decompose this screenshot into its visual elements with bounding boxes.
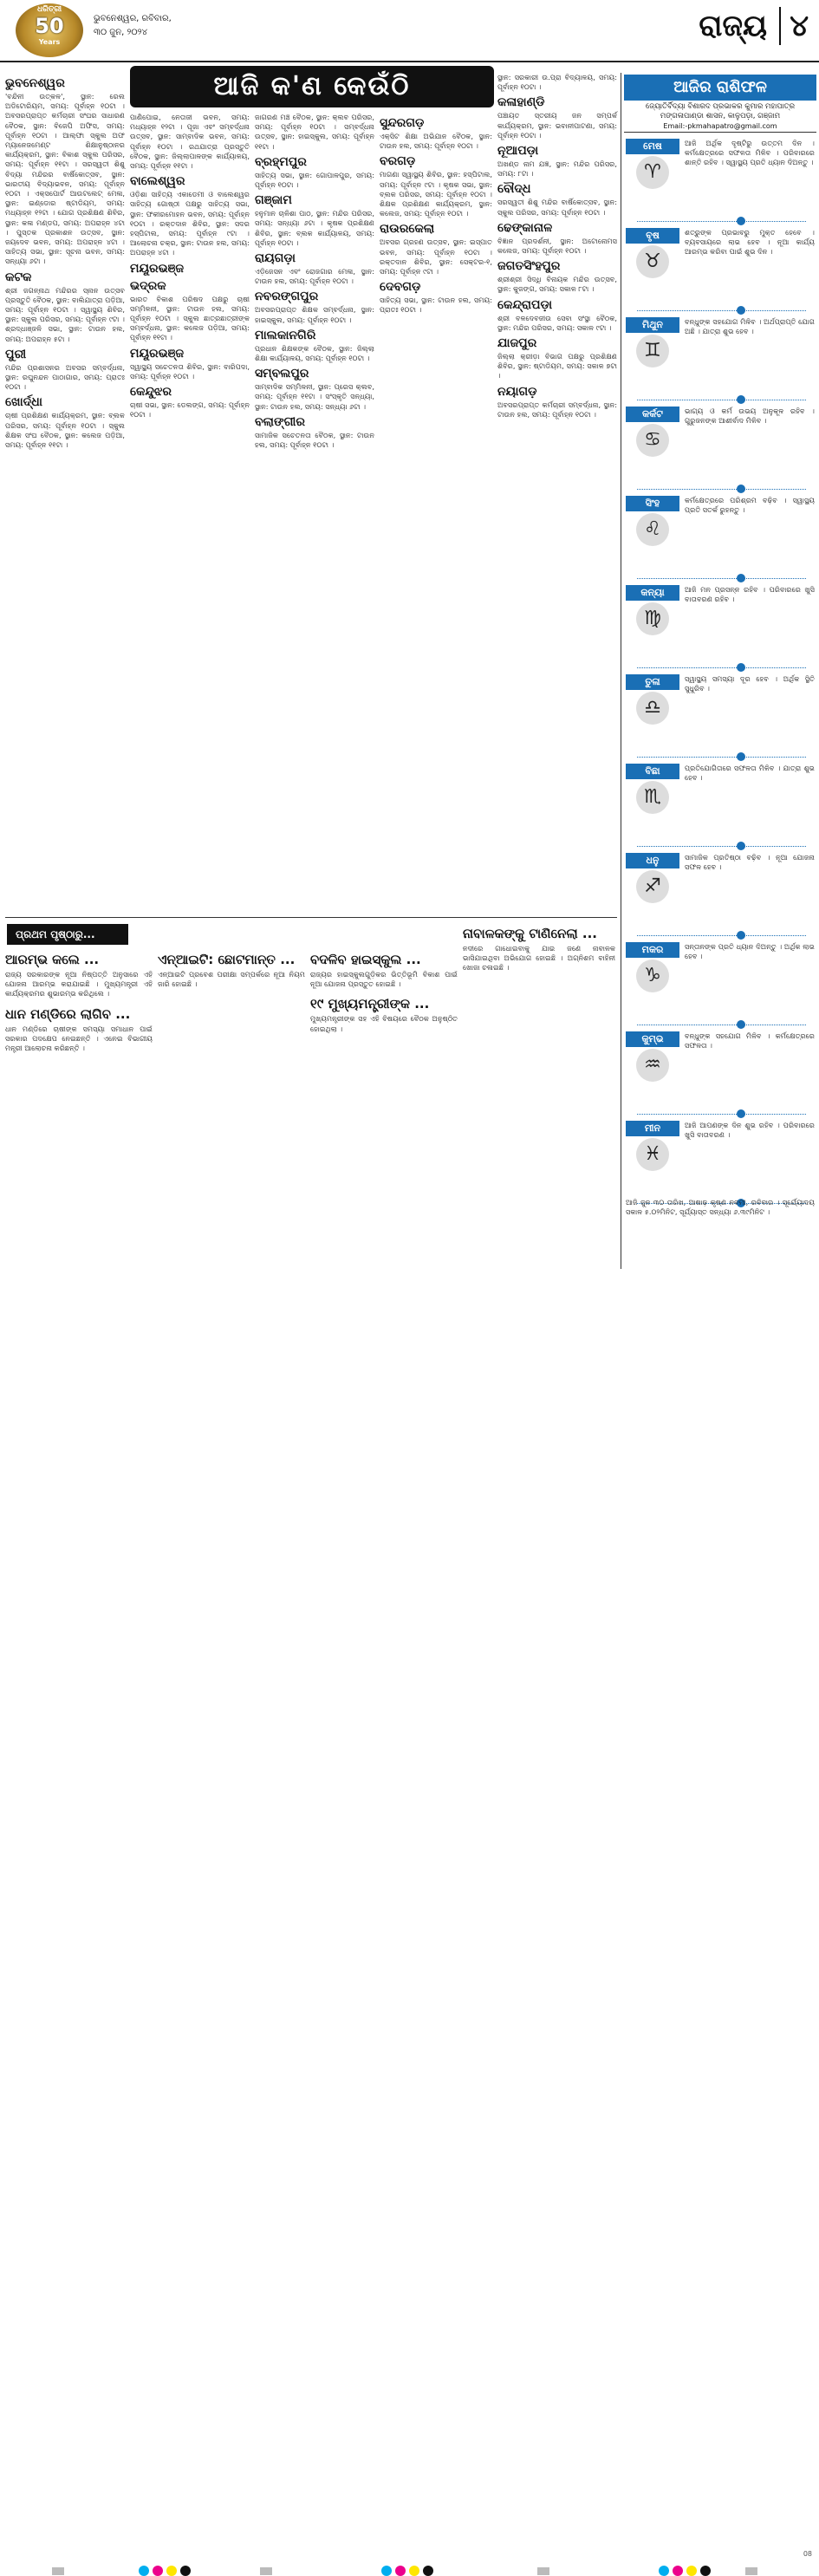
listing-text: ଜିଲ୍ଲା କ୍ରୀଡ଼ା ବିଭାଗ ପକ୍ଷରୁ ପ୍ରଶିକ୍ଷଣ ଶିବିର, ସ୍ଥାନ: ଷ୍ଟାଡିୟମ, ସମୟ: ସକାଳ ୭ଟା । — [497, 352, 617, 381]
listing-text: ସ୍ଥାନ: ସରକାରୀ ଉ.ପ୍ରା ବିଦ୍ୟାଳୟ, ସମୟ: ପୂର୍ବାହ୍ନ ୧୦ଟା । — [497, 73, 617, 92]
listing-heading: ଭଦ୍ରକ — [130, 278, 166, 293]
sign-badge — [626, 942, 679, 996]
listing-heading: କଳାହାଣ୍ଡି — [497, 95, 545, 110]
registration-mark — [180, 2566, 191, 2576]
listing-heading: ବରଗଡ଼ — [380, 154, 416, 169]
horoscope-sign — [626, 942, 815, 1025]
print-footer — [0, 1281, 819, 2558]
sign-name: ତୁଳା — [626, 674, 679, 690]
listings-banner-title: ଆଜି କ'ଣ କେଉଁଠି — [213, 71, 411, 101]
separator-dot — [737, 485, 745, 493]
listing-heading: ଦେବଗଡ଼ — [380, 280, 421, 295]
front-article-text: ମୁଖ୍ୟମନ୍ତ୍ରୀଙ୍କ ସହ ଏହି ବିଷୟରେ ବୈଠକ ଅନୁଷ୍ଠିତ ହୋଇଥିଲା । — [310, 1014, 458, 1033]
section-rule — [5, 917, 617, 918]
astrologer-name: ଜ୍ୟୋତିର୍ବିଦ୍ୟା ବିଶାରଦ ପ୍ରଭାକର କୁମାର ମହାପାତ୍ର ମଙ୍ଗଳାପାଣ୍ଡା ଶାସନ, କାଳୁପଡ଼ା, ଗଞ୍ଜାମ — [645, 102, 796, 120]
listing-heading: ଗଞ୍ଜାମ — [255, 193, 292, 208]
registration-mark — [673, 2566, 683, 2576]
listing-text: ଏକ୍ସିଟ ଶିକ୍ଷା ଅଭିଯାନ ବୈଠକ, ସ୍ଥାନ: ଟାଉନ ହଲ, ସମୟ: ପୂର୍ବାହ୍ନ ୧୦ଟା । — [380, 132, 492, 151]
front-article-heading: ବଦଳିବ ହାଇସ୍କୁଲ ... — [310, 952, 421, 967]
registration-mark — [395, 2566, 406, 2576]
listings-column — [497, 73, 617, 896]
dateline-place-day: ଭୁବନେଶ୍ୱର, ରବିବାର, — [94, 14, 172, 23]
front-article-heading: ଆରମ୍ଭ କଲେ ... — [5, 952, 100, 967]
front-article-heading: ଧାନ ମଣ୍ଡିରେ ଲାଗିବ ... — [5, 1005, 131, 1022]
listings-column — [130, 113, 250, 896]
listing-text: ପାଣିପୋଇ, ନେତାଜୀ ଭବନ, ସମୟ: ମଧ୍ୟାହ୍ନ ୧୨ଟା । ପୂଜା ଏବଂ ସମ୍ବର୍ଦ୍ଧନା ଉତ୍ସବ, ସ୍ଥାନ: ସାମ୍ବାଦିକ ଭବନ, ସମୟ: ପୂର୍ବାହ୍ନ ୧୦ଟା । ରଥଯାତ୍ରା ପ୍ରସ୍ତୁତି ବୈଠକ, ସ୍ଥାନ: ଜିଲ୍ଲାପାଳଙ୍କ କାର୍ଯ୍ୟାଳୟ, ସମୟ: ପୂର୍ବାହ୍ନ ୧୧ଟା । — [130, 113, 250, 171]
listing-heading: କେନ୍ଦୁଝର — [130, 385, 172, 400]
horoscope-sign — [626, 764, 815, 846]
sign-name: ମିଥୁନ — [626, 317, 679, 333]
sign-separator — [637, 221, 806, 222]
front-page-column — [158, 952, 305, 1272]
sign-text: ଭାଗ୍ୟ ଓ କର୍ମ ଉଭୟ ଅନୁକୂଳ ରହିବ । ଗୁରୁଜନଙ୍କ ଆଶୀର୍ବାଦ ମିଳିବ । — [685, 407, 815, 426]
separator-dot — [737, 574, 745, 582]
listing-text: ସାହିତ୍ୟ ସଭା, ସ୍ଥାନ: ଟାଉନ ହଲ, ସମୟ: ପ୍ରାତଃ ୧୦ଟା । — [380, 296, 492, 315]
listing-heading: ପୁରୀ — [5, 347, 27, 361]
sign-name: ଧନୁ — [626, 853, 679, 868]
sign-name: ମକର — [626, 942, 679, 958]
listing-heading: ଯାଜପୁର — [497, 336, 537, 351]
sign-badge — [626, 853, 679, 907]
listings-banner — [130, 66, 494, 107]
horoscope-sign — [626, 674, 815, 757]
zodiac-icon: ♍ — [636, 602, 669, 635]
astrologer-email: Email:-pkmahapatro@gmail.com — [624, 122, 816, 133]
listing-text: ଅଖଣ୍ଡ ନାମ ଯଜ୍ଞ, ସ୍ଥାନ: ମନ୍ଦିର ପରିସର, ସମୟ: ୮ଟା । — [497, 159, 617, 179]
horoscope-sign — [626, 139, 815, 221]
registration-mark — [153, 2566, 163, 2576]
front-article-text: ନଦୀରେ ଗାଧୋଇବାକୁ ଯାଇ ଜଣେ ନାବାଳକ ଭାସିଯାଇଥିବା ଅଭିଯୋଗ ହୋଇଛି । ଅଗ୍ନିଶମ ବାହିନୀ ଖୋଜା ଚଳାଇଛି । — [463, 944, 615, 973]
sign-text: ସାମାଜିକ ପ୍ରତିଷ୍ଠା ବଢ଼ିବ । ନୂଆ ଯୋଜନା ସଫଳ ହେବ । — [685, 853, 815, 872]
listings-column — [5, 73, 125, 896]
horoscope-sign — [626, 496, 815, 578]
separator-dot — [737, 395, 745, 404]
listings-column — [380, 113, 492, 896]
sign-name: ବୃଷ — [626, 228, 679, 244]
section-name: ରାଜ୍ୟ — [699, 9, 767, 43]
horoscope-sign — [626, 317, 815, 400]
sign-badge — [626, 407, 679, 460]
sign-separator — [637, 757, 806, 758]
zodiac-icon: ♌ — [636, 513, 669, 546]
listing-text: ଭାରତ ବିକାଶ ପରିଷଦ ପକ୍ଷରୁ ଚାଷୀ ସମ୍ମିଳନୀ, ସ୍ଥାନ: ଟାଉନ ହଲ, ସମୟ: ପୂର୍ବାହ୍ନ ୧୦ଟା । ସ୍କୁଲ ଛାତ୍ରଛାତ୍ରୀଙ୍କ ସମ୍ବର୍ଦ୍ଧନା, ସ୍ଥାନ: କଲେଜ ପଡ଼ିଆ, ସମୟ: ପୂର୍ବାହ୍ନ ୧୧ଟା । — [130, 294, 250, 342]
horoscope-sign — [626, 585, 815, 667]
listing-text: ଏଡ଼ିଜେସନ ଏବଂ ରୋଜଗାର ମେଳା, ସ୍ଥାନ: ଟାଉନ ହଲ, ସମୟ: ପୂର୍ବାହ୍ନ ୧୦ଟା । — [255, 267, 374, 286]
listing-heading: ବ୍ରହ୍ମପୁର — [255, 154, 307, 169]
sign-badge — [626, 1031, 679, 1085]
listing-text: ଅବସର ଗ୍ରହଣ ଉତ୍ସବ, ସ୍ଥାନ: ଇସ୍ପାତ ଭବନ, ସମୟ: ପୂର୍ବାହ୍ନ ୧୦ଟା । ରକ୍ତଦାନ ଶିବିର, ସ୍ଥାନ: ସେକ୍ଟର-୧, ସମୟ: ପୂର୍ବାହ୍ନ ୯ଟା । — [380, 237, 492, 276]
listing-text: ଓଡ଼ିଶା ସାହିତ୍ୟ ଏକାଡେମୀ ଓ ବାଲେଶ୍ୱର ସାହିତ୍ୟ ଗୋଷ୍ଠୀ ପକ୍ଷରୁ ସାହିତ୍ୟ ସଭା, ସ୍ଥାନ: ଫକୀରମୋହନ ଭବନ, ସମୟ: ପୂର୍ବାହ୍ନ ୧୦ଟା । ରକ୍ତଦାନ ଶିବିର, ସ୍ଥାନ: ସଦର ହସ୍ପିଟାଲ, ସମୟ: ପୂର୍ବାହ୍ନ ୯ଟା । ଆଲୋଚନା ଚକ୍ର, ସ୍ଥାନ: ଟାଉନ ହଲ, ସମୟ: ଅପରାହ୍ନ ୪ଟା । — [130, 190, 250, 257]
listing-heading: ରାୟଗଡ଼ା — [255, 251, 296, 266]
sign-separator — [637, 846, 806, 847]
zodiac-icon: ♈ — [636, 156, 669, 189]
listing-heading: ସୁନ୍ଦରଗଡ଼ — [380, 116, 425, 130]
zodiac-icon: ♏ — [636, 781, 669, 814]
listing-text: ଚାଷୀ ସଭା, ସ୍ଥାନ: ଡେଲଙ୍ଗ, ସମୟ: ପୂର୍ବାହ୍ନ ୧୦ଟା । — [130, 400, 250, 420]
sign-name: ମେଷ — [626, 139, 679, 154]
page-header — [0, 0, 819, 62]
listing-text: ପ୍ରଧାନ ଶିକ୍ଷକଙ୍କ ବୈଠକ, ସ୍ଥାନ: ଜିଲ୍ଲା ଶିକ୍ଷା କାର୍ଯ୍ୟାଳୟ, ସମୟ: ପୂର୍ବାହ୍ନ ୧୦ଟା । — [255, 343, 374, 363]
listing-text: ସରସ୍ୱତୀ ଶିଶୁ ମନ୍ଦିର ବାର୍ଷିକୋତ୍ସବ, ସ୍ଥାନ: ସ୍କୁଲ ପରିସର, ସମୟ: ପୂର୍ବାହ୍ନ ୧୦ଟା । — [497, 198, 617, 217]
sign-name: ସିଂହ — [626, 496, 679, 511]
sign-name: କନ୍ୟା — [626, 585, 679, 601]
registration-bar — [52, 2567, 64, 2575]
separator-dot — [737, 306, 745, 315]
separator-dot — [737, 663, 745, 672]
listing-text: ଅବସରପ୍ରାପ୍ତ କର୍ମଚାରୀ ସମ୍ବର୍ଦ୍ଧନା, ସ୍ଥାନ: ଟାଉନ ହଲ, ସମୟ: ପୂର୍ବାହ୍ନ ୧୦ଟା । — [497, 400, 617, 419]
horoscope-sign — [626, 228, 815, 310]
sign-separator — [637, 578, 806, 579]
listing-text: ମନ୍ଦିର ପ୍ରଶାସନର ଅବସର ସମ୍ବର୍ଦ୍ଧନା, ସ୍ଥାନ: ରଘୁନନ୍ଦନ ପାଠାଗାର, ସମୟ: ପ୍ରାତଃ ୧୦ଟା । — [5, 362, 125, 392]
listings-column — [255, 113, 374, 896]
listing-heading: ନୟାଗଡ଼ — [497, 384, 537, 399]
sign-badge — [626, 496, 679, 550]
front-article-heading: ଏନ୍‌ଆଇଟି: ଛୋଟମାନ୍ତ ... — [158, 952, 296, 967]
listing-text: ଅବସରପ୍ରାପ୍ତ ଶିକ୍ଷକ ସମ୍ବର୍ଦ୍ଧନା, ସ୍ଥାନ: ହାଇସ୍କୁଲ, ସମୟ: ପୂର୍ବାହ୍ନ ୧୦ଟା । — [255, 305, 374, 324]
listing-text: 'ବନ୍ଦିନୀ ଉତ୍କଳ', ସ୍ଥାନ: ରେଲ ଅଡିଟୋରିୟମ, ସମୟ: ପୂର୍ବାହ୍ନ ୧୦ଟା । ଅବସରପ୍ରାପ୍ତ କର୍ମଚାରୀ ସଂଘର ସାଧାରଣ ବୈଠକ, ସ୍ଥାନ: ବିଜେପି ଅଫିସ, ସମୟ: ପୂର୍ବାହ୍ନ ୧୦ଟା । ଆଲ୍ଫା ସ୍କୁଲ ଅଫ ମ୍ୟାନେଜମେଣ୍ଟ ଶିକ୍ଷାନୁଷ୍ଠାନର କାର୍ଯ୍ୟକ୍ରମ, ସ୍ଥାନ: ବିକାଶ ସ୍କୁଲ ପରିସର, ସମୟ: ପୂର୍ବାହ୍ନ ୧୧ଟା । ସରସ୍ୱତୀ ଶିଶୁ ବିଦ୍ୟା ମନ୍ଦିରର ବାର୍ଷିକୋତ୍ସବ, ସ୍ଥାନ: ଭାରତୀୟ ବିଦ୍ୟାଭବନ, ସମୟ: ପୂର୍ବାହ୍ନ ୧୦ଟା । ଏକ୍ସପୋର୍ଟ ଆଉଟଲେଟ୍ ମେଳା, ସ୍ଥାନ: ଇଣ୍ଡୋର ଷ୍ଟାଡିୟମ, ସମୟ: ମଧ୍ୟାହ୍ନ ୧୨ଟା । ଯୋଗ ପ୍ରଶିକ୍ଷଣ ଶିବିର, ସ୍ଥାନ: କଳା ମଣ୍ଡପ, ସମୟ: ଅପରାହ୍ନ ୪ଟା । ପୁସ୍ତକ ପ୍ରକାଶନ ଉତ୍ସବ, ସ୍ଥାନ: ଜୟଦେବ ଭବନ, ସମୟ: ଅପରାହ୍ନ ୪ଟା । ସାହିତ୍ୟ ସଭା, ସ୍ଥାନ: ସୂଚନା ଭବନ, ସମୟ: ସନ୍ଧ୍ୟା ୬ଟା । — [5, 92, 125, 266]
sign-name: ମୀନ — [626, 1121, 679, 1136]
listing-text: ମାଗଣା ସ୍ୱାସ୍ଥ୍ୟ ଶିବିର, ସ୍ଥାନ: ହସ୍ପିଟାଲ, ସମୟ: ପୂର୍ବାହ୍ନ ୯ଟା । କୃଷକ ସଭା, ସ୍ଥାନ: ବ୍ଲକ ପରିସର, ସମୟ: ପୂର୍ବାହ୍ନ ୧୦ଟା । ଶିକ୍ଷକ ପ୍ରଶିକ୍ଷଣ କାର୍ଯ୍ୟକ୍ରମ, ସ୍ଥାନ: କଲେଜ, ସମୟ: ପୂର୍ବାହ୍ନ ୧୦ଟା । — [380, 170, 492, 218]
separator-dot — [737, 931, 745, 940]
front-article-text: ଧାନ ମଣ୍ଡିରେ ଚାଷୀଙ୍କ ସମସ୍ୟା ସମାଧାନ ପାଇଁ ସରକାର ପଦକ୍ଷେପ ନେଇଛନ୍ତି । ଏନେଇ ବିଭାଗୀୟ ମନ୍ତ୍ରୀ ଆଲୋଚନା କରିଛନ୍ତି । — [5, 1024, 153, 1053]
front-article-text: ରାଜ୍ୟ ସରକାରଙ୍କ ନୂଆ ନିଷ୍ପତ୍ତି ଅନୁସାରେ ଏହି ଯୋଜନା ଆରମ୍ଭ କରାଯାଇଛି । ମୁଖ୍ୟମନ୍ତ୍ରୀ ଏହି କାର୍ଯ୍ୟକ୍ରମର ଶୁଭାରମ୍ଭ କରିଥିଲେ । — [5, 970, 153, 999]
registration-mark — [166, 2566, 177, 2576]
registration-bar — [260, 2567, 272, 2575]
sign-badge — [626, 764, 679, 817]
registration-mark — [381, 2566, 392, 2576]
front-page-column — [5, 952, 153, 1272]
listing-text: ସାହିତ୍ୟ ସଭା, ସ୍ଥାନ: ଗୋପାଳପୁର, ସମୟ: ପୂର୍ବାହ୍ନ ୧୦ଟା । — [255, 170, 374, 190]
logo-text: ଧରିତ୍ରୀ — [36, 5, 62, 14]
registration-bar — [537, 2567, 549, 2575]
zodiac-icon: ♑ — [636, 959, 669, 992]
listing-heading: ସମ୍ବଲପୁର — [255, 367, 309, 381]
sign-text: କର୍ମକ୍ଷେତ୍ରରେ ପରିଶ୍ରମ ବଢ଼ିବ । ସ୍ୱାସ୍ଥ୍ୟ ପ୍ରତି ସତର୍କ ରୁହନ୍ତୁ । — [685, 496, 815, 515]
listing-heading: ଭୁବନେଶ୍ୱର — [5, 76, 65, 90]
listing-text: ଶ୍ରୀ ବଳଦେବଜୀଉ ସେବା ସଂସ୍ଥା ବୈଠକ, ସ୍ଥାନ: ମନ୍ଦିର ପରିସର, ସମୟ: ସକାଳ ୯ଟା । — [497, 313, 617, 332]
zodiac-icon: ♎ — [636, 692, 669, 725]
front-article-text: ରାଜ୍ୟର ହାଇସ୍କୁଲଗୁଡ଼ିକର ଭିତ୍ତିଭୂମି ବିକାଶ ପାଇଁ ନୂଆ ଯୋଜନା ପ୍ରସ୍ତୁତ ହୋଇଛି । — [310, 970, 458, 989]
front-article-heading: ନାବାଳକଙ୍କୁ ଟାଣିନେଲା ... — [463, 926, 597, 941]
registration-mark — [409, 2566, 419, 2576]
sign-name: କର୍କଟ — [626, 407, 679, 422]
sign-separator — [637, 935, 806, 936]
sign-text: ଆଜି ଆପଣଙ୍କ ଦିନ ଶୁଭ ରହିବ । ପରିବାରରେ ଖୁସି ବାତାବରଣ । — [685, 1121, 815, 1140]
horoscope-footer — [626, 1198, 815, 1267]
page-number: ୪ — [779, 7, 809, 45]
zodiac-icon: ♒ — [636, 1049, 669, 1082]
sign-text: ସ୍ୱାସ୍ଥ୍ୟ ସମସ୍ୟା ଦୂର ହେବ । ଅର୍ଥିକ ସ୍ଥିତି ସୁଧୁରିବ । — [685, 674, 815, 693]
sign-name: କୁମ୍ଭ — [626, 1031, 679, 1047]
sign-badge — [626, 674, 679, 728]
listing-heading: ବାଲେଶ୍ୱର — [130, 174, 185, 189]
listing-text: ବିଜ୍ଞାନ ପ୍ରଦର୍ଶନୀ, ସ୍ଥାନ: ଅଟୋନୋମସ କଲେଜ, ସମୟ: ପୂର୍ବାହ୍ନ ୧୦ଟା । — [497, 236, 617, 256]
listing-text: ସାମ୍ବାଦିକ ସମ୍ମିଳନୀ, ସ୍ଥାନ: ପ୍ରେସ କ୍ଲବ, ସମୟ: ପୂର୍ବାହ୍ନ ୧୧ଟା । ସଂସ୍କୃତି ସନ୍ଧ୍ୟା, ସ୍ଥାନ: ଟାଉନ ହଲ, ସମୟ: ସନ୍ଧ୍ୟା ୬ଟା । — [255, 382, 374, 411]
page-code: 08 — [803, 2550, 812, 2558]
logo-years: Years — [38, 38, 61, 46]
separator-dot — [737, 217, 745, 225]
separator-dot — [737, 1109, 745, 1118]
separator-dot — [737, 752, 745, 761]
listing-text: ସାମାଜିକ ସଚେତନତା ବୈଠକ, ସ୍ଥାନ: ଟାଉନ ହଲ, ସମୟ: ପୂର୍ବାହ୍ନ ୧୦ଟା । — [255, 430, 374, 450]
zodiac-icon: ♋ — [636, 424, 669, 457]
separator-dot — [737, 842, 745, 850]
sign-badge — [626, 1121, 679, 1174]
dateline-date: ୩୦ ଜୁନ, ୨୦୨୪ — [94, 28, 148, 37]
sign-separator — [637, 667, 806, 668]
horoscope-sign — [626, 1121, 815, 1203]
registration-mark — [139, 2566, 149, 2576]
front-article-heading: ୧୯ ମୁଖ୍ୟମନ୍ତ୍ରୀଙ୍କ ... — [310, 996, 430, 1012]
listing-heading: କଟକ — [5, 270, 32, 284]
zodiac-icon: ♓ — [636, 1138, 669, 1171]
zodiac-icon: ♐ — [636, 870, 669, 903]
horoscope-sign — [626, 853, 815, 935]
listing-heading: ବୌଦ୍ଧ — [497, 182, 531, 197]
registration-mark — [686, 2566, 697, 2576]
front-article-text: ଏନ୍‌ଆଇଟି ପ୍ରବେଶ ପରୀକ୍ଷା ସମ୍ପର୍କରେ ନୂଆ ନିୟମ ଜାରି ହୋଇଛି । — [158, 970, 305, 989]
listing-heading: ବଲାଙ୍ଗୀର — [255, 414, 305, 429]
dateline — [94, 12, 198, 40]
zodiac-icon: ♉ — [636, 245, 669, 278]
listing-heading: ଢେଙ୍କାନାଳ — [497, 220, 553, 235]
listing-text: ଚାଷୀ ପ୍ରଶିକ୍ଷଣ କାର୍ଯ୍ୟକ୍ରମ, ସ୍ଥାନ: ବ୍ଲକ ପରିସର, ସମୟ: ପୂର୍ବାହ୍ନ ୧୦ଟା । ସ୍କୁଲ ଶିକ୍ଷକ ସଂଘ ବୈଠକ, ସ୍ଥାନ: କଲେଜ ପଡ଼ିଆ, ସମୟ: ପୂର୍ବାହ୍ନ ୧୧ଟା । — [5, 411, 125, 450]
listing-heading: ନୂଆପଡ଼ା — [497, 144, 539, 159]
listing-heading: ମୟୂରଭଞ୍ଜ — [130, 261, 185, 276]
sign-separator — [637, 310, 806, 311]
listing-heading: ମୟୂରଭଞ୍ଜ — [130, 346, 185, 361]
registration-bar — [745, 2567, 757, 2575]
listing-heading: ନବରଙ୍ଗପୁର — [255, 289, 319, 304]
listing-heading: ଖୋର୍ଦ୍ଧା — [5, 395, 42, 410]
sign-text: ଆଜି ଅର୍ଥିକ ଦୃଷ୍ଟିରୁ ଉତ୍ତମ ଦିନ । କର୍ମକ୍ଷେତ୍ରରେ ସଫଳତା ମିଳିବ । ପରିବାରରେ ଶାନ୍ତି ରହିବ । ସ୍ୱାସ୍ଥ୍ୟ ପ୍ରତି ଧ୍ୟାନ ଦିଅନ୍ତୁ । — [685, 139, 815, 167]
listing-heading: ଜଗତସିଂହପୁର — [497, 259, 561, 274]
sign-text: ବନ୍ଧୁଙ୍କ ସହଯୋଗ ମିଳିବ । କର୍ମକ୍ଷେତ୍ରରେ ସଫଳତା । — [685, 1031, 815, 1051]
listing-heading: କେନ୍ଦ୍ରାପଡ଼ା — [497, 297, 553, 312]
listing-text: ପଞ୍ଚାୟତ ସ୍ତରୀୟ ଜନ ସମ୍ପର୍କ କାର୍ଯ୍ୟକ୍ରମ, ସ୍ଥାନ: ଭବାନୀପାଟଣା, ସମୟ: ପୂର୍ବାହ୍ନ ୧୦ଟା । — [497, 111, 617, 140]
listing-text: ସ୍ୱାସ୍ଥ୍ୟ ସଚେତନତା ଶିବିର, ସ୍ଥାନ: ବାରିପଦା, ସମୟ: ପୂର୍ବାହ୍ନ ୧୦ଟା । — [130, 361, 250, 381]
separator-dot — [737, 1020, 745, 1029]
listing-text: ହନୁମାନ ଚାଳିଶା ପାଠ, ସ୍ଥାନ: ମନ୍ଦିର ପରିସର, ସମୟ: ସନ୍ଧ୍ୟା ୬ଟା । କୃଷକ ପ୍ରଶିକ୍ଷଣ ଶିବିର, ସ୍ଥାନ: ବ୍ଲକ କାର୍ଯ୍ୟାଳୟ, ସମୟ: ପୂର୍ବାହ୍ନ ୧୦ଟା । — [255, 209, 374, 247]
sign-text: ସନ୍ତାନଙ୍କ ପ୍ରତି ଧ୍ୟାନ ଦିଅନ୍ତୁ । ଅର୍ଥିକ ଲାଭ ହେବ । — [685, 942, 815, 961]
registration-mark — [659, 2566, 669, 2576]
listing-text: ଜାଗରଣ ମଞ୍ଚ ବୈଠକ, ସ୍ଥାନ: କ୍ଲବ ପରିସର, ସମୟ: ପୂର୍ବାହ୍ନ ୧୦ଟା । ସମ୍ବର୍ଦ୍ଧନା ଉତ୍ସବ, ସ୍ଥାନ: ହାଇସ୍କୁଲ, ସମୟ: ପୂର୍ବାହ୍ନ ୧୧ଟା । — [255, 113, 374, 151]
front-page-column — [463, 926, 615, 1272]
registration-mark — [700, 2566, 711, 2576]
logo-number: 50 — [35, 14, 64, 38]
listing-text: ଶ୍ରୀ ଜଗନ୍ନାଥ ମନ୍ଦିରର ସ୍ନାନ ଉତ୍ସବ ପ୍ରସ୍ତୁତି ବୈଠକ, ସ୍ଥାନ: ବାଲିଯାତ୍ରା ପଡ଼ିଆ, ସମୟ: ପୂର୍ବାହ୍ନ ୧୦ଟା । ସ୍ୱାସ୍ଥ୍ୟ ଶିବିର, ସ୍ଥାନ: ସ୍କୁଲ ପରିସର, ସମୟ: ପୂର୍ବାହ୍ନ ୯ଟା । ଶ୍ରଦ୍ଧାଞ୍ଜଳି ସଭା, ସ୍ଥାନ: ଟାଉନ ହଲ, ସମୟ: ଅପରାହ୍ନ ୫ଟା । — [5, 285, 125, 343]
front-page-column — [310, 952, 458, 1272]
newspaper-logo — [16, 3, 83, 57]
sign-text: ବନ୍ଧୁଙ୍କ ସହଯୋଗ ମିଳିବ । ଅର୍ଥପ୍ରାପ୍ତି ଯୋଗ ଅଛି । ଯାତ୍ରା ଶୁଭ ହେବ । — [685, 317, 815, 336]
horoscope-sign — [626, 1031, 815, 1114]
sign-text: ପ୍ରତିଯୋଗିତାରେ ସଫଳତା ମିଳିବ । ଯାତ୍ରା ଶୁଭ ହେବ । — [685, 764, 815, 783]
sign-badge — [626, 317, 679, 371]
sign-badge — [626, 139, 679, 192]
sign-text: ଶତ୍ରୁଙ୍କ ପ୍ରଭାବରୁ ମୁକ୍ତ ହେବେ । ବ୍ୟବସାୟରେ ଲାଭ ହେବ । ନୂଆ କାର୍ଯ୍ୟ ଆରମ୍ଭ କରିବା ପାଇଁ ଶୁଭ ଦିନ । — [685, 228, 815, 257]
listing-text: ଶ୍ରୀଶ୍ରୀ ସିଦ୍ଧି ବିନାୟକ ମନ୍ଦିର ଉତ୍ସବ, ସ୍ଥାନ: କୁଜଙ୍ଗ, ସମୟ: ସକାଳ ୮ଟା । — [497, 275, 617, 294]
sign-separator — [637, 1114, 806, 1115]
sign-badge — [626, 228, 679, 282]
listing-heading: ରାଉରକେଲା — [380, 222, 435, 237]
listing-heading: ମାଲକାନଗିରି — [255, 328, 316, 342]
horoscope-sign — [626, 407, 815, 489]
sign-text: ଆଜି ମନ ପ୍ରସନ୍ନ ରହିବ । ପରିବାରରେ ଖୁସି ବାତାବରଣ ରହିବ । — [685, 585, 815, 604]
sign-badge — [626, 585, 679, 639]
horoscope-footer-text: ଆଜି ଜୁନ ୩୦ ତାରିଖ, ଆଷାଢ଼ କୃଷ୍ଣ ନବମୀ, ରବିବାର । ସୂର୍ଯ୍ୟୋଦୟ ସକାଳ ୫.୦୨ମିନିଟ, ସୂର୍ଯ୍ୟାସ୍ତ ସନ୍ଧ୍ୟା ୬.୩୯ମିନିଟ । — [626, 1198, 815, 1217]
registration-mark — [423, 2566, 433, 2576]
sign-name: ବିଛା — [626, 764, 679, 779]
front-page-label: ପ୍ରଥମ ପୃଷ୍ଠାରୁ... — [7, 924, 128, 945]
horoscope-title: ଆଜିର ରାଶିଫଳ — [624, 75, 816, 101]
zodiac-icon: ♊ — [636, 335, 669, 368]
sign-separator — [637, 489, 806, 490]
